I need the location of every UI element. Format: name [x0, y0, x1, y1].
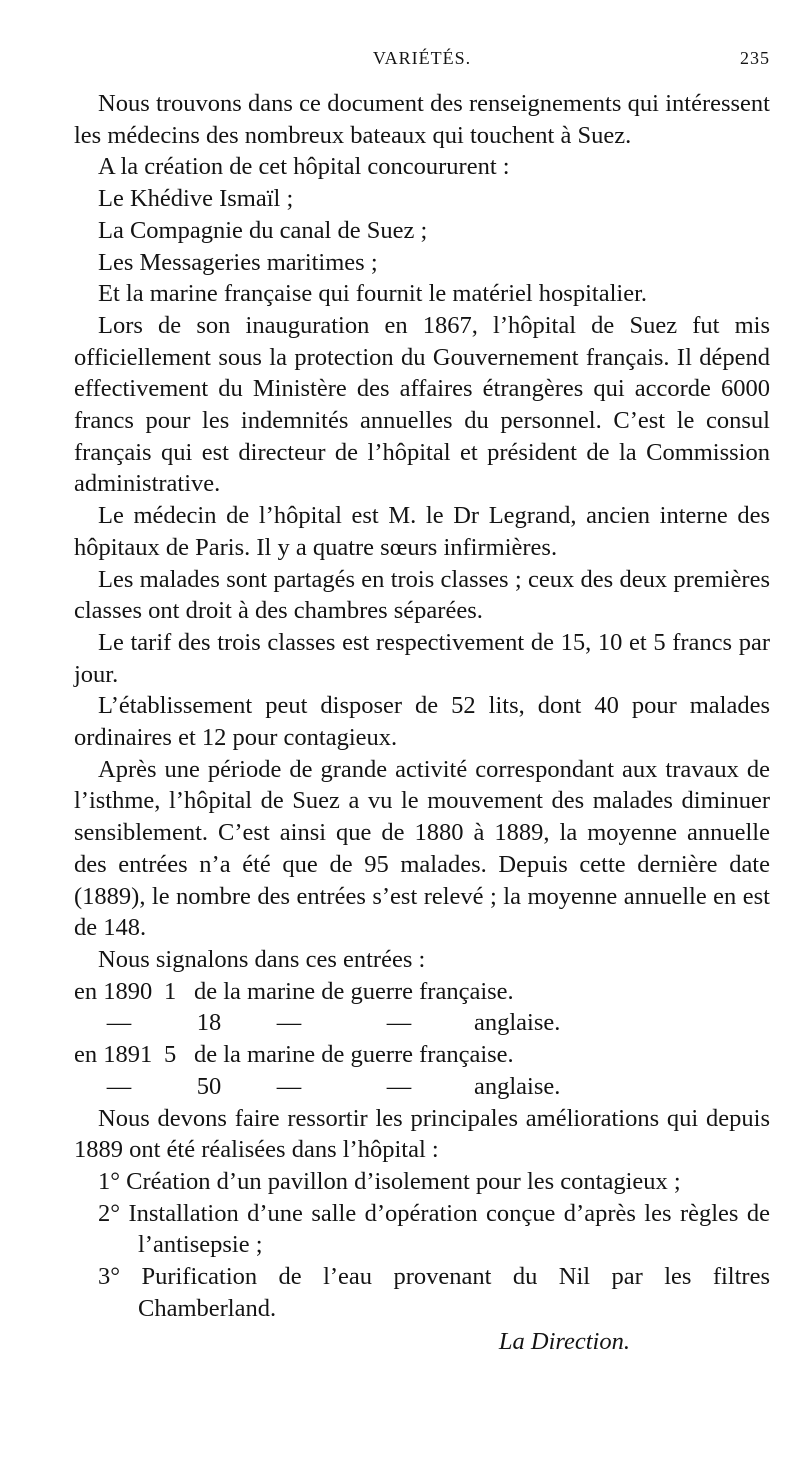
entry-nation: anglaise.	[474, 1009, 561, 1037]
entry-year: —	[106, 1072, 132, 1100]
entry-count: 18	[196, 1009, 222, 1037]
paragraph-beds: L’établissement peut disposer de 52 lits, dont 40 pour malades ordinaires et 12 pour contagieux.	[74, 692, 770, 752]
entry-count: 1	[164, 977, 177, 1005]
entry-count: 50	[196, 1072, 222, 1100]
paragraph-physician: Le médecin de l’hôpital est M. le Dr Legrand, ancien interne des hôpitaux de Paris. Il y a quatre sœurs infirmières.	[74, 502, 770, 561]
entry-year: en 1891	[74, 1041, 153, 1069]
page-number: 235	[740, 48, 770, 68]
entry-text: de la marine de guerre française.	[194, 977, 514, 1005]
paragraph-inauguration: Lors de son inauguration en 1867, l’hôpital de Suez fut mis officiellement sous la protection du Gouvernement français. Il dépend effectivement du Ministère des affaires étrangères qui accorde 6000 francs pour les indemnités annuelles du personnel. C’est le consul français qui est directeur de l’hôpital et président de la Commission administrative.	[74, 311, 770, 498]
contributor-item: Le Khédive Ismaïl ;	[98, 185, 294, 213]
paragraph-improvements: Nous devons faire ressortir les principales améliorations qui depuis 1889 ont été réalisées dans l’hôpital :	[74, 1104, 770, 1164]
running-header	[74, 48, 770, 78]
entry-year: —	[106, 1009, 132, 1037]
entries-row	[74, 1071, 770, 1103]
entry-ditto: —	[276, 1072, 302, 1100]
entries-row	[74, 1039, 770, 1071]
paragraph-entries-intro: Nous signalons dans ces entrées :	[98, 945, 426, 973]
improvement-item: 1° Création d’un pavillon d’isolement pour les contagieux ;	[98, 1167, 681, 1195]
entry-ditto: —	[386, 1009, 412, 1037]
entries-row	[74, 976, 770, 1008]
contributor-item: Les Messageries maritimes ;	[98, 248, 378, 276]
article-body	[74, 88, 770, 1358]
entry-nation: anglaise.	[474, 1072, 561, 1100]
contributor-item: Et la marine française qui fournit le matériel hospitalier.	[98, 280, 648, 308]
entries-row	[74, 1007, 770, 1039]
section-title: VARIÉTÉS.	[372, 48, 472, 68]
entry-text: de la marine de guerre française.	[194, 1041, 514, 1069]
paragraph-classes: Les malades sont partagés en trois classes ; ceux des deux premières classes ont droit à des chambres séparées.	[74, 565, 770, 625]
signature: La Direction.	[498, 1328, 630, 1356]
paragraph-tariff: Le tarif des trois classes est respectivement de 15, 10 et 5 francs par jour.	[74, 628, 770, 688]
improvement-item: 3° Purification de l’eau provenant du Nil par les filtres Chamberland.	[98, 1263, 770, 1322]
paragraph-creation: A la création de cet hôpital concoururent :	[98, 153, 510, 181]
entry-count: 5	[164, 1041, 177, 1069]
paragraph-intro: Nous trouvons dans ce document des renseignements qui intéressent les médecins des nombreux bateaux qui touchent à Suez.	[74, 90, 770, 149]
paragraph-activity: Après une période de grande activité correspondant aux travaux de l’isthme, l’hôpital de Suez a vu le mouvement des malades diminuer sensiblement. C’est ainsi que de 1880 à 1889, la moyenne annuelle des entrées n’a été que de 95 malades. Depuis cette dernière date (1889), le nombre des entrées s’est relevé ; la moyenne annuelle en est de 148.	[74, 755, 770, 942]
entry-ditto: —	[276, 1009, 302, 1037]
entry-year: en 1890	[74, 977, 153, 1005]
improvement-item: 2° Installation d’une salle d’opération conçue d’après les règles de l’antisepsie ;	[98, 1199, 770, 1259]
contributor-item: La Compagnie du canal de Suez ;	[98, 216, 428, 244]
entry-ditto: —	[386, 1072, 412, 1100]
